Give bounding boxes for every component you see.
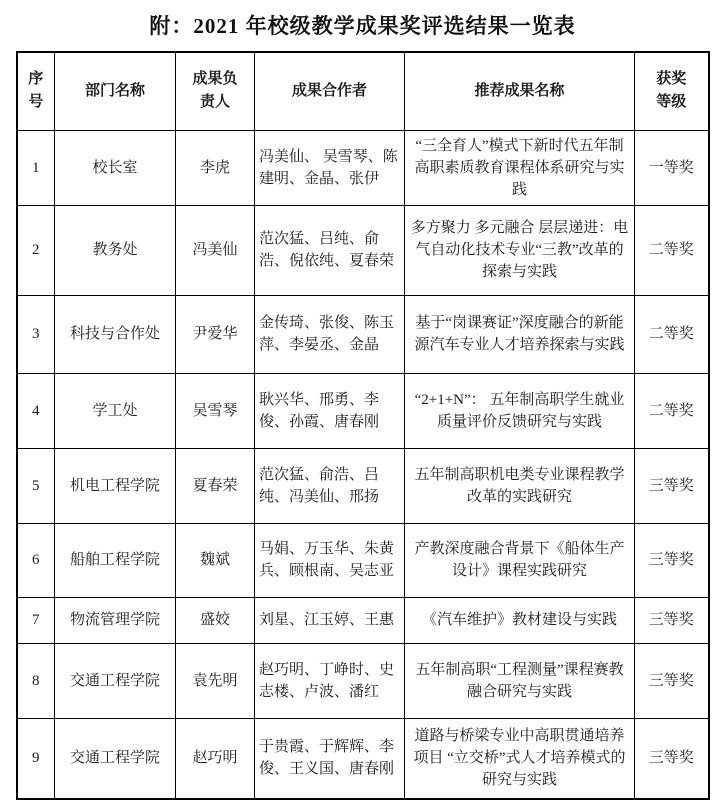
table-row [17,448,709,523]
table-row [17,295,709,373]
table-row [17,373,709,448]
cell-achievement: 五年制高职机电类专业课程教学改革的实践研究 [405,448,635,523]
cell-award: 二等奖 [635,373,709,448]
cell-no: 8 [17,643,55,718]
cell-no: 4 [17,373,55,448]
cell-no: 9 [17,718,55,799]
cell-achievement: 《汽车维护》教材建设与实践 [405,597,635,643]
cell-leader: 尹爱华 [176,295,255,373]
cell-collaborators: 范次猛、吕纯、俞浩、倪依纯、夏春荣 [255,205,405,295]
cell-collaborators: 赵巧明、丁峥时、史志楼、卢波、潘红 [255,643,405,718]
cell-award: 三等奖 [635,523,709,597]
cell-dept: 交通工程学院 [55,718,176,799]
cell-dept: 教务处 [55,205,176,295]
cell-collaborators: 范次猛、俞浩、吕纯、冯美仙、邢扬 [255,448,405,523]
header-achievement-label: 推荐成果名称 [474,82,565,99]
header-dept [55,52,176,130]
cell-award: 二等奖 [635,295,709,373]
header-no [17,52,55,130]
cell-achievement: “三全育人”模式下新时代五年制高职素质教育课程体系研究与实践 [405,130,635,205]
cell-no: 2 [17,205,55,295]
header-award [635,52,709,130]
cell-leader: 李虎 [176,130,255,205]
cell-dept: 船舶工程学院 [55,523,176,597]
cell-award: 三等奖 [635,448,709,523]
cell-achievement: 五年制高职“工程测量”课程赛教融合研究与实践 [405,643,635,718]
cell-dept: 机电工程学院 [55,448,176,523]
cell-no: 3 [17,295,55,373]
cell-dept: 校长室 [55,130,176,205]
table-row [17,597,709,643]
cell-dept: 学工处 [55,373,176,448]
cell-leader: 魏斌 [176,523,255,597]
cell-award: 三等奖 [635,718,709,799]
table-row [17,523,709,597]
cell-collaborators: 耿兴华、邢勇、李俊、孙霞、唐春刚 [255,373,405,448]
header-collaborators [255,52,405,130]
header-collaborators-label: 成果合作者 [291,82,367,99]
table-header-row [17,52,709,130]
cell-leader: 夏春荣 [176,448,255,523]
cell-achievement: 基于“岗课赛证”深度融合的新能源汽车专业人才培养探索与实践 [405,295,635,373]
results-table [16,51,710,800]
cell-collaborators: 金传琦、张俊、陈玉萍、李晏丞、金晶 [255,295,405,373]
cell-collaborators: 刘星、江玉婷、王惠 [255,597,405,643]
cell-collaborators: 冯美仙、 吴雪琴、陈建明、金晶、张伊 [255,130,405,205]
cell-collaborators: 马娟、万玉华、朱黄兵、顾根南、吴志亚 [255,523,405,597]
header-leader [176,52,255,130]
header-leader-label: 成果负责人 [192,71,238,111]
cell-award: 一等奖 [635,130,709,205]
cell-leader: 袁先明 [176,643,255,718]
table-row [17,643,709,718]
cell-no: 5 [17,448,55,523]
cell-leader: 盛姣 [176,597,255,643]
cell-collaborators: 于贵霞、于辉辉、李俊、王义国、唐春刚 [255,718,405,799]
cell-achievement: 道路与桥梁专业中高职贯通培养项目 “立交桥”式人才培养模式的研究与实践 [405,718,635,799]
cell-leader: 冯美仙 [176,205,255,295]
cell-achievement: “2+1+N”： 五年制高职学生就业质量评价反馈研究与实践 [405,373,635,448]
cell-dept: 交通工程学院 [55,643,176,718]
table-row [17,130,709,205]
cell-leader: 吴雪琴 [176,373,255,448]
cell-award: 二等奖 [635,205,709,295]
cell-dept: 科技与合作处 [55,295,176,373]
header-achievement [405,52,635,130]
cell-no: 7 [17,597,55,643]
header-dept-label: 部门名称 [84,82,145,99]
header-award-label: 获奖等级 [656,71,687,111]
cell-leader: 赵巧明 [176,718,255,799]
header-no-label: 序号 [28,71,44,111]
page-title: 附：2021 年校级教学成果奖评选结果一览表 [149,14,576,38]
cell-award: 三等奖 [635,643,709,718]
cell-achievement: 产教深度融合背景下《船体生产设计》课程实践研究 [405,523,635,597]
cell-award: 三等奖 [635,597,709,643]
cell-achievement: 多方聚力 多元融合 层层递进：电气自动化技术专业“三教”改革的探索与实践 [405,205,635,295]
cell-no: 6 [17,523,55,597]
cell-dept: 物流管理学院 [55,597,176,643]
table-row [17,718,709,799]
cell-no: 1 [17,130,55,205]
table-row [17,205,709,295]
